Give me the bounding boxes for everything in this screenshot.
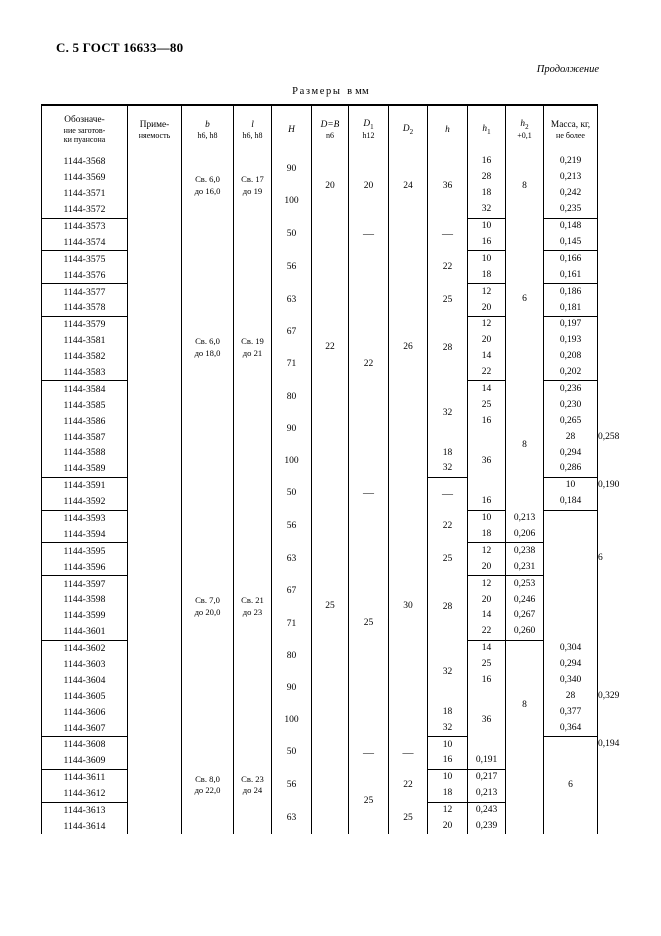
cell-h2: 8: [506, 154, 544, 218]
cell-h1: 32: [428, 720, 468, 736]
table-head: [42, 105, 598, 154]
cell-H: 90: [272, 154, 312, 186]
cell-h1: 22: [468, 624, 506, 640]
cell-h1: 16: [468, 494, 506, 510]
cell-mass: 0,217: [468, 769, 506, 785]
cell-mass: 0,238: [506, 543, 544, 559]
cell-h1: 14: [468, 640, 506, 656]
cell-designation: 1144-3598: [42, 592, 128, 608]
cell-designation: 1144-3603: [42, 657, 128, 673]
cell-H: 67: [272, 316, 312, 348]
cell-h1: 32: [468, 202, 506, 218]
cell-h1: 12: [468, 284, 506, 300]
cell-designation: 1144-3602: [42, 640, 128, 656]
cell-mass: 0,243: [468, 802, 506, 818]
cell-h1: 28: [468, 170, 506, 186]
column-header-line: ние заготов-: [63, 126, 106, 136]
cell-mass: 0,235: [544, 202, 598, 218]
column-header-l: [234, 105, 272, 154]
cell-mass: 0,166: [544, 251, 598, 267]
table-row: 1144-3587 36 28 0,258: [42, 429, 598, 445]
cell-designation: 1144-3609: [42, 753, 128, 769]
cell-designation: 1144-3585: [42, 397, 128, 413]
column-header-line: не более: [556, 130, 585, 140]
cell-l: Св. 23 до 24: [234, 737, 272, 835]
cell-applicability: [128, 737, 182, 835]
cell-H: 80: [272, 381, 312, 413]
column-header-line: Масса, кг,: [550, 120, 591, 131]
cell-D1: —: [349, 737, 389, 770]
cell-designation: 1144-3607: [42, 720, 128, 736]
cell-applicability: [128, 154, 182, 218]
cell-designation: 1144-3613: [42, 802, 128, 818]
cell-designation: 1144-3587: [42, 429, 128, 445]
cell-D1: 25: [349, 510, 389, 736]
cell-h2: 6: [506, 218, 544, 381]
cell-designation: 1144-3601: [42, 624, 128, 640]
cell-mass: 0,145: [544, 234, 598, 250]
cell-DB: 22: [312, 218, 349, 477]
cell-designation: 1144-3593: [42, 510, 128, 526]
cell-h1: 20: [468, 333, 506, 349]
cell-designation: 1144-3597: [42, 576, 128, 592]
cell-mass: 0,294: [544, 445, 598, 461]
cell-h: 32: [428, 381, 468, 445]
cell-h1: 18: [468, 186, 506, 202]
cell-D1: —: [349, 218, 389, 251]
cell-H: 90: [272, 673, 312, 705]
cell-D1: 22: [349, 251, 389, 477]
column-header-line: $D_2$: [402, 124, 414, 136]
cell-mass: 0,202: [544, 365, 598, 381]
cell-mass: 0,286: [544, 461, 598, 477]
cell-h1: 14: [468, 381, 506, 397]
column-header-line: D=B: [320, 120, 340, 131]
cell-h2: 8: [506, 381, 544, 510]
units-caption-main: Размеры: [292, 86, 342, 97]
cell-h1: 12: [468, 543, 506, 559]
cell-h1: 10: [428, 769, 468, 785]
cell-designation: 1144-3605: [42, 688, 128, 704]
cell-mass: 0,181: [544, 300, 598, 316]
cell-D2: 26: [389, 218, 428, 477]
column-header-h: [428, 105, 468, 154]
cell-mass: 0,213: [468, 786, 506, 802]
cell-h: 22: [428, 251, 468, 284]
cell-mass: 0,230: [544, 397, 598, 413]
column-header-line: Обозначе-: [64, 115, 105, 126]
cell-mass: 0,186: [544, 284, 598, 300]
cell-h1: 20: [468, 559, 506, 575]
cell-h1: 18: [428, 445, 468, 461]
cell-designation: 1144-3608: [42, 737, 128, 753]
column-header-line: h6, h8: [242, 130, 263, 140]
cell-designation: 1144-3573: [42, 218, 128, 234]
cell-l: Св. 19 до 21: [234, 218, 272, 477]
cell-h1: 12: [468, 316, 506, 332]
cell-mass: 0,340: [544, 673, 598, 689]
cell-h: —: [389, 737, 428, 770]
cell-designation: 1144-3571: [42, 186, 128, 202]
column-header-line: $D_1$: [363, 119, 374, 132]
cell-designation: 1144-3584: [42, 381, 128, 397]
cell-mass: 0,294: [544, 657, 598, 673]
cell-l: Св. 17 до 19: [234, 154, 272, 218]
cell-mass: 0,267: [506, 608, 544, 624]
cell-H: 100: [272, 186, 312, 218]
cell-b: Св. 7,0 до 20,0: [182, 477, 234, 736]
cell-designation: 1144-3592: [42, 494, 128, 510]
table-row: 1144-3605 36 28 0,329: [42, 688, 598, 704]
cell-h1: 20: [468, 300, 506, 316]
cell-H: 56: [272, 769, 312, 802]
cell-h1: 10: [468, 251, 506, 267]
cell-H: 71: [272, 349, 312, 381]
cell-designation: 1144-3606: [42, 704, 128, 720]
column-header-line: l: [251, 120, 254, 131]
table-row: 1144-3591 Св. 7,0 до 20,0 Св. 21 до 23 50 25 — 30 — 10 6 0,190: [42, 477, 598, 493]
cell-H: 50: [272, 218, 312, 251]
cell-h: 36: [428, 154, 468, 218]
column-header-line: ки пуансона: [63, 135, 106, 145]
cell-b: Св. 6,0 до 18,0: [182, 218, 234, 477]
cell-designation: 1144-3572: [42, 202, 128, 218]
cell-designation: 1144-3614: [42, 819, 128, 835]
cell-mass: 0,253: [506, 576, 544, 592]
cell-h1: 22: [468, 365, 506, 381]
cell-designation: 1144-3576: [42, 267, 128, 283]
cell-h1: 28: [544, 688, 598, 704]
continuation-label: Продолжение: [536, 64, 599, 75]
units-caption: [0, 86, 661, 97]
dimensions-table: [41, 104, 620, 834]
column-header-D2: [389, 105, 428, 154]
cell-h1: 25: [468, 397, 506, 413]
cell-h1: 32: [428, 461, 468, 477]
cell-h: 25: [428, 284, 468, 317]
cell-D2: 30: [389, 477, 428, 736]
cell-h: 36: [468, 429, 506, 494]
cell-h1: 20: [428, 819, 468, 835]
cell-h1: 10: [544, 477, 598, 493]
column-header-h2: [506, 105, 544, 154]
cell-h1: 18: [468, 526, 506, 542]
cell-h: 36: [468, 688, 506, 753]
cell-designation: 1144-3583: [42, 365, 128, 381]
column-header-line: Приме-: [139, 120, 170, 131]
cell-H: 56: [272, 510, 312, 543]
cell-H: 63: [272, 802, 312, 834]
cell-mass: 0,208: [544, 349, 598, 365]
cell-designation: 1144-3575: [42, 251, 128, 267]
cell-h1: 16: [468, 234, 506, 250]
cell-h1: 10: [468, 218, 506, 234]
column-header-D1: [349, 105, 389, 154]
cell-DB: 25: [312, 477, 349, 736]
cell-designation: 1144-3595: [42, 543, 128, 559]
cell-designation: 1144-3577: [42, 284, 128, 300]
cell-H: 67: [272, 576, 312, 608]
cell-designation: 1144-3599: [42, 608, 128, 624]
column-header-line: h6, h8: [197, 130, 218, 140]
cell-H: 56: [272, 251, 312, 284]
column-header-mass: [544, 105, 598, 154]
cell-applicability: [128, 218, 182, 477]
cell-mass: 0,265: [544, 413, 598, 429]
cell-designation: 1144-3596: [42, 559, 128, 575]
cell-designation: 1144-3569: [42, 170, 128, 186]
cell-mass: 0,213: [506, 510, 544, 526]
cell-H: 63: [272, 543, 312, 576]
column-header-line: $h_2$: [520, 119, 529, 132]
cell-mass: 0,377: [544, 704, 598, 720]
header-row: [42, 105, 598, 154]
cell-mass: 0,304: [544, 640, 598, 656]
cell-designation: 1144-3589: [42, 461, 128, 477]
cell-h1: 12: [468, 576, 506, 592]
cell-H: 71: [272, 608, 312, 640]
cell-designation: 1144-3579: [42, 316, 128, 332]
cell-H: 90: [272, 413, 312, 445]
units-caption-tail: в мм: [347, 86, 369, 97]
cell-mass: 0,231: [506, 559, 544, 575]
cell-mass: 0,193: [544, 333, 598, 349]
cell-h: —: [428, 477, 468, 510]
column-header-H: [272, 105, 312, 154]
cell-designation: 1144-3578: [42, 300, 128, 316]
cell-designation: 1144-3612: [42, 786, 128, 802]
cell-h1: 14: [468, 349, 506, 365]
cell-h1: 10: [428, 737, 468, 753]
cell-h1: 16: [468, 154, 506, 170]
cell-designation: 1144-3581: [42, 333, 128, 349]
cell-h1: 16: [468, 673, 506, 689]
cell-h1: 20: [468, 592, 506, 608]
cell-designation: 1144-3588: [42, 445, 128, 461]
cell-designation: 1144-3611: [42, 769, 128, 785]
cell-h1: 10: [468, 510, 506, 526]
column-header-h1: [468, 105, 506, 154]
cell-h: 25: [428, 543, 468, 576]
cell-designation: 1144-3568: [42, 154, 128, 170]
cell-l: Св. 21 до 23: [234, 477, 272, 736]
cell-H: 100: [272, 445, 312, 477]
table-row: [42, 218, 598, 234]
cell-h: 22: [389, 769, 428, 802]
cell-D1: 25: [349, 769, 389, 834]
cell-h: 28: [428, 576, 468, 641]
cell-h: 25: [389, 802, 428, 834]
table-row: [42, 154, 598, 170]
column-header-line: $h_1$: [482, 124, 491, 136]
cell-mass: 0,239: [468, 819, 506, 835]
cell-mass: 0,197: [544, 316, 598, 332]
cell-DB: 20: [312, 154, 349, 218]
column-header-line: H: [288, 124, 295, 135]
cell-mass: 0,161: [544, 267, 598, 283]
cell-h: 22: [428, 510, 468, 543]
cell-H: 63: [272, 284, 312, 317]
cell-h1: 16: [428, 753, 468, 769]
cell-designation: 1144-3586: [42, 413, 128, 429]
cell-h1: 18: [428, 704, 468, 720]
column-header-applicability: [128, 105, 182, 154]
cell-h1: 18: [428, 786, 468, 802]
cell-D2: 24: [389, 154, 428, 218]
cell-h1: 16: [468, 413, 506, 429]
cell-D1: 20: [349, 154, 389, 218]
cell-h1: 12: [428, 802, 468, 818]
cell-H: 50: [272, 737, 312, 770]
cell-designation: 1144-3591: [42, 477, 128, 493]
cell-mass: 0,260: [506, 624, 544, 640]
cell-h1: 28: [544, 429, 598, 445]
cell-h: 28: [428, 316, 468, 381]
cell-designation: 1144-3594: [42, 526, 128, 542]
column-header-line: h12: [362, 131, 375, 141]
cell-mass: 0,206: [506, 526, 544, 542]
table-body: [42, 154, 620, 834]
cell-mass: 0,236: [544, 381, 598, 397]
cell-designation: 1144-3604: [42, 673, 128, 689]
cell-mass: 0,213: [544, 170, 598, 186]
column-header-line: b: [205, 120, 210, 131]
cell-h: —: [428, 218, 468, 251]
cell-mass: 0,184: [544, 494, 598, 510]
cell-designation: 1144-3574: [42, 234, 128, 250]
column-header-line: n6: [326, 130, 334, 140]
column-header-line: няемость: [138, 130, 171, 140]
cell-H: 100: [272, 704, 312, 736]
cell-applicability: [128, 477, 182, 736]
cell-mass: 0,148: [544, 218, 598, 234]
cell-b: Св. 8,0 до 22,0: [182, 737, 234, 835]
cell-mass: 0,191: [468, 753, 506, 769]
cell-D1: —: [349, 477, 389, 510]
cell-h: 32: [428, 640, 468, 704]
column-header-DB: [312, 105, 349, 154]
cell-h2: 8: [506, 640, 544, 769]
cell-h2: 6: [544, 737, 598, 835]
cell-h1: 18: [468, 267, 506, 283]
cell-H: 50: [272, 477, 312, 510]
column-header-line: h: [445, 124, 450, 135]
cell-mass: 0,246: [506, 592, 544, 608]
cell-mass: 0,219: [544, 154, 598, 170]
cell-mass: 0,242: [544, 186, 598, 202]
table-row: 1144-3608 Св. 8,0 до 22,0 Св. 23 до 24 50 — — 10 6 0,194: [42, 737, 598, 753]
cell-designation: 1144-3582: [42, 349, 128, 365]
cell-DB: [312, 737, 349, 835]
cell-h1: 25: [468, 657, 506, 673]
cell-h1: 14: [468, 608, 506, 624]
cell-b: Св. 6,0 до 16,0: [182, 154, 234, 218]
cell-mass: 0,364: [544, 720, 598, 736]
column-header-designation: [42, 105, 128, 154]
page-header: С. 5 ГОСТ 16633—80: [56, 40, 184, 55]
column-header-b: [182, 105, 234, 154]
column-header-line: +0,1: [517, 131, 532, 141]
cell-H: 80: [272, 640, 312, 672]
